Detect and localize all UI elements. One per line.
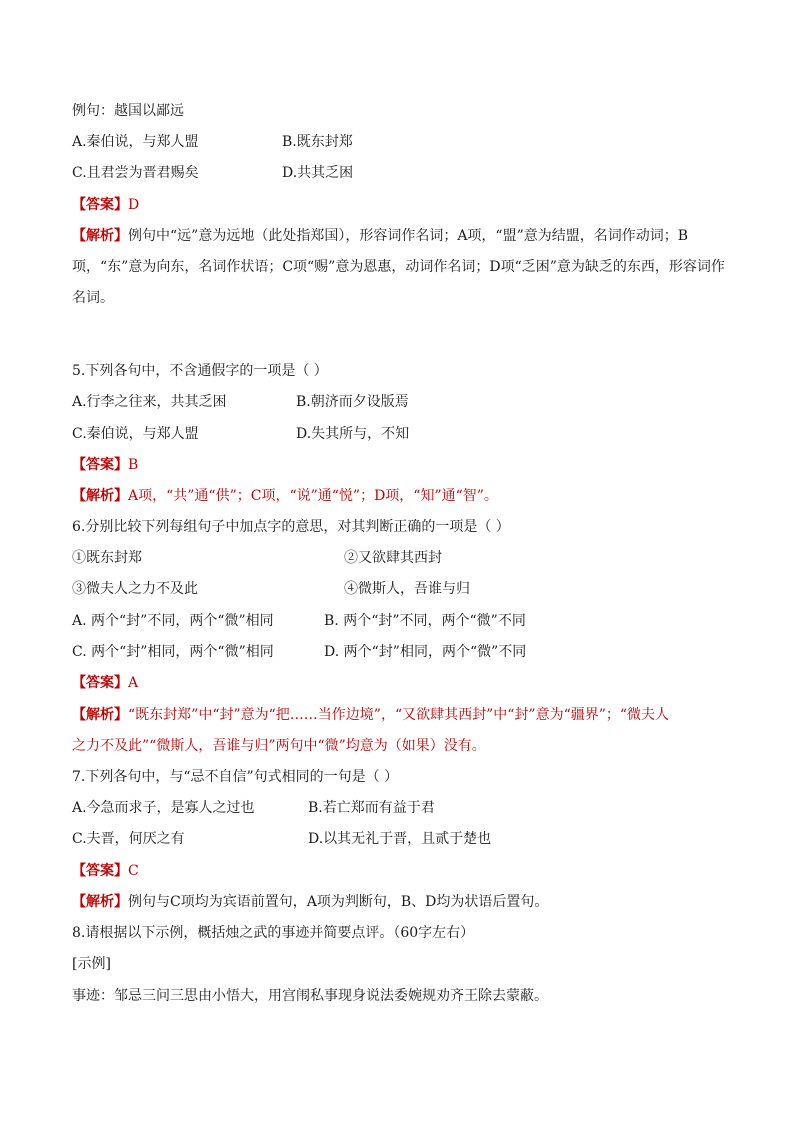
q5-option-a: A.行李之往来，共其乏困 bbox=[72, 394, 227, 410]
q8-example: 事迹：邹忌三问三思由小悟大，用宫闱私事现身说法委婉规劝齐王除去蒙蔽。 bbox=[72, 988, 548, 1004]
q6-analysis-line-1 bbox=[72, 705, 669, 725]
q6-option-a: A. 两个“封”不同，两个“微”相同 bbox=[72, 613, 274, 629]
analysis-text: “既东封郑”中“封”意为“把……当作边境”，“又欲肆其西封”中“封”意为“疆界”；“微夫人 bbox=[128, 707, 670, 723]
answer-value: B bbox=[128, 457, 139, 473]
q4-option-b: B.既东封郑 bbox=[282, 134, 353, 150]
q6-option-d: D. 两个“封”相同，两个“微”不同 bbox=[324, 644, 527, 660]
q5-option-d: D.失其所与，不知 bbox=[296, 426, 410, 442]
q6-option-c: C. 两个“封”相同，两个“微”相同 bbox=[72, 644, 274, 660]
answer-label: 【答案】 bbox=[72, 197, 128, 213]
q7-option-c: C.夫晋，何厌之有 bbox=[72, 831, 185, 847]
analysis-label: 【解析】 bbox=[72, 228, 128, 244]
q7-answer bbox=[72, 861, 139, 881]
q5-answer bbox=[72, 455, 138, 475]
q5-option-b: B.朝济而夕设版焉 bbox=[296, 394, 409, 410]
q5-analysis bbox=[72, 486, 498, 506]
q8-example-label: [示例] bbox=[72, 956, 111, 972]
analysis-label: 【解析】 bbox=[72, 894, 128, 910]
q6-stem: 6.分别比较下列每组句子中加点字的意思，对其判断正确的一项是（ ） bbox=[72, 519, 510, 535]
q6-analysis-line-2: 之力不及此”“微斯人，吾谁与归”两句中“微”均意为（如果）没有。 bbox=[72, 738, 486, 754]
q6-sentence-4: ④微斯人，吾谁与归 bbox=[344, 581, 470, 597]
q4-example: 例句：越国以鄙远 bbox=[72, 103, 184, 119]
q7-stem: 7.下列各句中，与“忌不自信”句式相同的一句是（ ） bbox=[72, 769, 399, 785]
q4-answer bbox=[72, 195, 139, 215]
q5-stem: 5.下列各句中，不含通假字的一项是（ ） bbox=[72, 363, 328, 379]
answer-label: 【答案】 bbox=[72, 863, 128, 879]
q4-option-d: D.共其乏困 bbox=[282, 165, 354, 181]
q6-sentence-2: ②又欲肆其西封 bbox=[344, 550, 442, 566]
q6-sentence-3: ③微夫人之力不及此 bbox=[72, 581, 198, 597]
q7-analysis bbox=[72, 892, 548, 912]
analysis-text: A项，“共”通“供”；C项，“说”通“悦”；D项，“知”通“智”。 bbox=[128, 488, 498, 504]
answer-value: A bbox=[128, 675, 139, 691]
analysis-label: 【解析】 bbox=[72, 707, 128, 723]
analysis-text: 例句与C项均为宾语前置句，A项为判断句，B、D均为状语后置句。 bbox=[128, 894, 549, 910]
analysis-label: 【解析】 bbox=[72, 488, 128, 504]
q8-stem: 8.请根据以下示例，概括烛之武的事迹并简要点评。（60字左右） bbox=[72, 925, 475, 941]
q5-option-c: C.秦伯说，与郑人盟 bbox=[72, 426, 199, 442]
q6-option-b: B. 两个“封”不同，两个“微”不同 bbox=[324, 613, 526, 629]
q4-option-c: C.且君尝为晋君赐矣 bbox=[72, 165, 199, 181]
q6-sentence-1: ①既东封郑 bbox=[72, 550, 142, 566]
q4-option-a: A.秦伯说，与郑人盟 bbox=[72, 134, 199, 150]
answer-label: 【答案】 bbox=[72, 675, 128, 691]
q7-option-a: A.今急而求子，是寡人之过也 bbox=[72, 800, 255, 816]
analysis-text: 例句中“远”意为远地（此处指郑国），形容词作名词；A项，“盟”意为结盟，名词作动词；B项，“东”意为向东，名词作状语；C项“赐”意为恩惠，动词作名词；D项“乏困”意为缺乏的东西，形容词作名词。 bbox=[72, 228, 725, 306]
answer-value: C bbox=[128, 863, 139, 879]
q4-analysis bbox=[72, 221, 732, 314]
answer-label: 【答案】 bbox=[72, 457, 128, 473]
q6-answer bbox=[72, 673, 138, 693]
answer-value: D bbox=[128, 197, 140, 213]
q7-option-b: B.若亡郑而有益于君 bbox=[308, 800, 435, 816]
q7-option-d: D.以其无礼于晋，且贰于楚也 bbox=[308, 831, 492, 847]
